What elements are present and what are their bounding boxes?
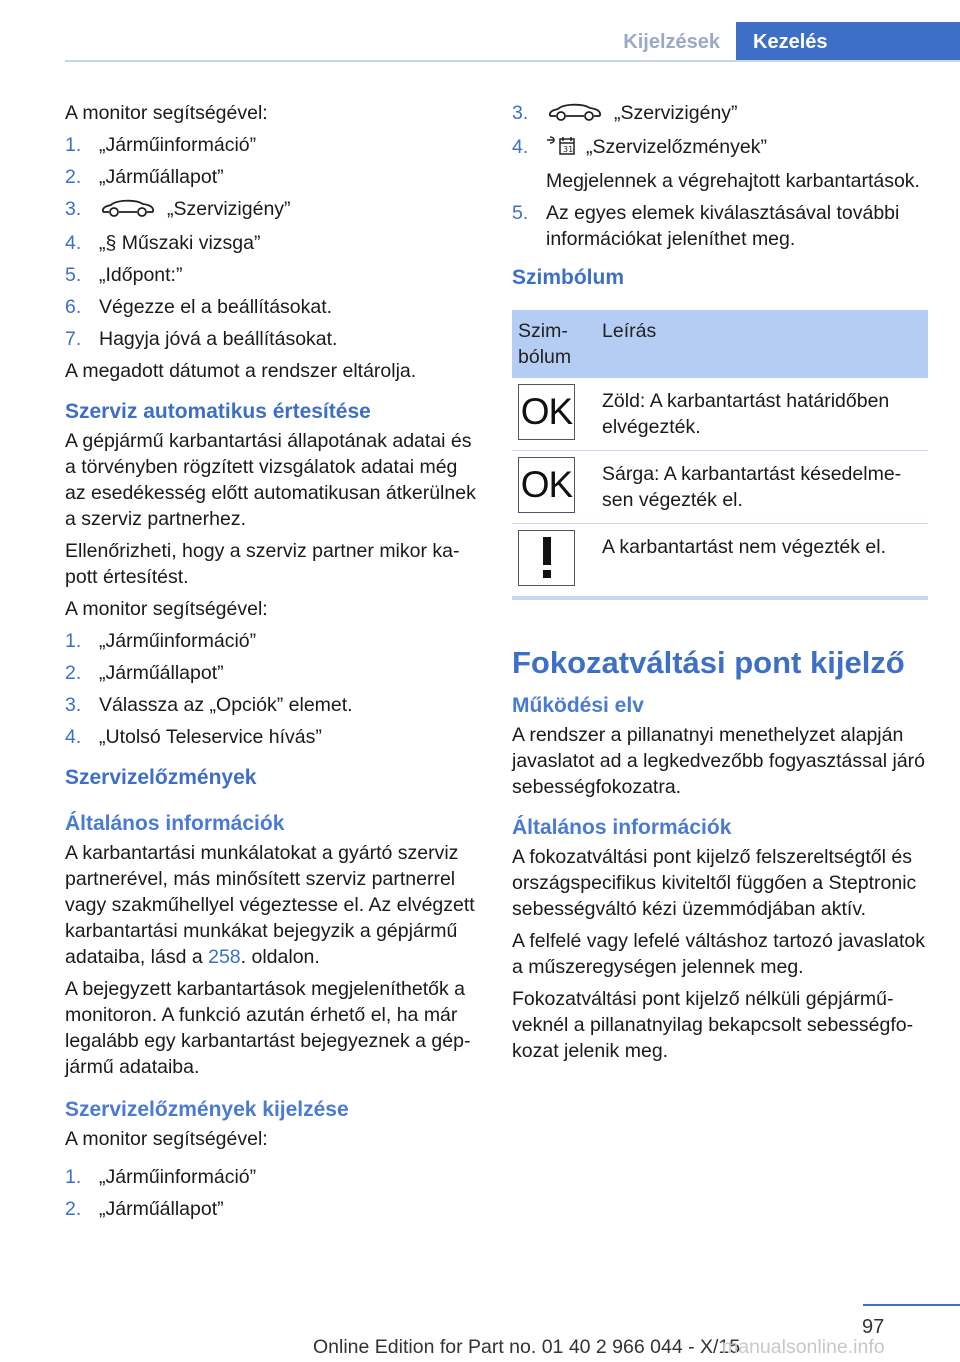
history-display-monitor: A monitor segítségével: xyxy=(65,1128,268,1150)
step-number: 5. xyxy=(65,264,82,286)
page-number: 97 xyxy=(862,1316,885,1338)
page-link[interactable]: 258 xyxy=(208,946,241,968)
list-item xyxy=(65,230,483,256)
step-number: 7. xyxy=(65,328,82,350)
ok-symbol-icon: OK xyxy=(518,384,575,440)
history-display-heading: Szervizelőzmények kijelzése xyxy=(65,1098,349,1121)
right-general-info-text-2: A felfelé vagy lefelé váltáshoz tartozó javaslatok a műszeregységen jelennek meg. xyxy=(512,930,925,978)
list-item xyxy=(512,134,928,194)
symbol-table xyxy=(512,310,928,596)
tab-kijelzesek[interactable]: Kijelzések xyxy=(623,31,720,53)
car-icon xyxy=(99,197,157,224)
step-text: „Szervizigény” xyxy=(614,102,738,124)
symbol-cell xyxy=(512,451,596,524)
list-item xyxy=(65,724,483,750)
symbol-cell xyxy=(512,378,596,451)
description-cell: Zöld: A karbantartást határidőben elvégezték. xyxy=(596,378,928,451)
step-text: Végezze el a beállításokat. xyxy=(99,296,333,318)
step-number: 2. xyxy=(65,166,82,188)
auto-notify-text: A gépjármű karbantartási állapotának adatai és a törvényben rögzített vizsgálatok adatai még az esedékesség előtt automatikusan átkerülnek a szerviz partnerhez. xyxy=(65,430,476,530)
history-heading: Szervizelőzmények xyxy=(65,766,257,789)
step-number: 4. xyxy=(65,232,82,254)
table-header-row xyxy=(512,310,928,378)
list-item xyxy=(65,628,483,654)
general-info-display: A bejegyzett karbantartások megjeleníthetők a monitoron. A funkció azután érhető el, ha már legalább egy karbantartást bejegyeznek a gépjármű adataiba. xyxy=(65,978,471,1078)
step-text: Hagyja jóvá a beállításokat. xyxy=(99,328,338,350)
principle-text: A rendszer a pillanatnyi menethelyzet alapján javaslatot ad a legkedvezőbb fogyasztással járó sebességfokozatra. xyxy=(512,724,926,798)
step-text: „Járműinformáció” xyxy=(99,1166,257,1188)
table-header-description: Leírás xyxy=(596,310,928,378)
tab-kezeles[interactable]: Kezelés xyxy=(736,22,960,62)
page-header xyxy=(65,22,960,62)
step-subtext: Megjelennek a végrehajtott karbantartások. xyxy=(546,170,920,192)
left-column xyxy=(65,100,483,1228)
step-text: „Szervizigény” xyxy=(167,198,291,220)
list-item xyxy=(65,294,483,320)
step-number: 2. xyxy=(65,662,82,684)
step-text: „Szervizelőzmények” xyxy=(586,136,767,158)
step-text: „Járműinformáció” xyxy=(99,630,257,652)
auto-notify-monitor: A monitor segítségével: xyxy=(65,598,268,620)
step-number: 4. xyxy=(65,726,82,748)
list-item xyxy=(65,262,483,288)
step-number: 1. xyxy=(65,134,82,156)
step-text: „§ Műszaki vizsga” xyxy=(99,232,261,254)
step-number: 6. xyxy=(65,296,82,318)
step-number: 1. xyxy=(65,630,82,652)
general-info-heading: Általános információk xyxy=(65,812,285,835)
shift-indicator-heading: Fokozatváltási pont kijelző xyxy=(512,645,905,680)
step-text: „Járműállapot” xyxy=(99,662,224,684)
step-text: „Járműállapot” xyxy=(99,166,224,188)
car-icon xyxy=(546,101,604,128)
edition-text: Online Edition for Part no. 01 40 2 966 044 - X/15 xyxy=(313,1336,741,1358)
auto-notify-check: Ellenőrizheti, hogy a szerviz partner mikor kapott értesítést. xyxy=(65,540,460,588)
step-number: 5. xyxy=(512,202,529,224)
table-row xyxy=(512,524,928,597)
right-general-info-heading: Általános információk xyxy=(512,816,732,839)
table-row xyxy=(512,378,928,451)
list-item xyxy=(65,326,483,352)
principle-heading: Működési elv xyxy=(512,694,644,717)
saved-note: A megadott dátumot a rendszer eltárolja. xyxy=(65,360,417,382)
list-item xyxy=(65,692,483,718)
auto-notify-heading: Szerviz automatikus értesítése xyxy=(65,400,371,423)
intro-text: A monitor segítségével: xyxy=(65,102,268,124)
step-text: „Járműinformáció” xyxy=(99,134,257,156)
steps-list-3 xyxy=(65,1164,483,1222)
general-info-text-start: A karbantartási munkálatokat a gyártó szerviz partnerével, más minősített szerviz partnerrel vagy szakműhellyel végeztesse el. Az elvégzett karbantartási munkákat bejegyzik a gépjármű adataiba, lásd a xyxy=(65,842,475,968)
step-text: „Utolsó Teleservice hívás” xyxy=(99,726,322,748)
list-item xyxy=(65,132,483,158)
header-divider xyxy=(65,60,960,62)
list-item xyxy=(512,200,928,252)
table-bottom-rule xyxy=(512,596,928,600)
steps-list-2 xyxy=(65,628,483,750)
general-info-text xyxy=(65,840,483,970)
step-number: 3. xyxy=(65,694,82,716)
list-item xyxy=(65,660,483,686)
step-text: Az egyes elemek kiválasztásával további információkat jeleníthet meg. xyxy=(546,202,900,250)
steps-list-1 xyxy=(65,132,483,352)
watermark: manualsonline.info xyxy=(722,1336,885,1358)
list-item xyxy=(65,196,483,224)
footer-divider xyxy=(863,1304,960,1306)
step-number: 2. xyxy=(65,1198,82,1220)
right-general-info-text-3: Fokozatváltási pont kijelző nélküli gépjárműveknél a pillanatnyilag bekapcsolt sebességfokozat jelenik meg. xyxy=(512,988,914,1062)
symbol-cell xyxy=(512,524,596,597)
general-info-text-end: . oldalon. xyxy=(240,946,320,968)
description-cell: A karbantartást nem végezték el. xyxy=(602,536,886,558)
step-number: 1. xyxy=(65,1166,82,1188)
right-general-info-text-1: A fokozatváltási pont kijelző felszereltségtől és országspecifikus kiviteltől függően a Steptronic sebességváltó kézi üzemmódjában aktív. xyxy=(512,846,917,920)
steps-list-4 xyxy=(512,100,928,252)
exclamation-icon xyxy=(518,530,575,586)
service-history-icon xyxy=(546,135,576,162)
step-number: 3. xyxy=(512,102,529,124)
list-item xyxy=(65,164,483,190)
step-text: „Járműállapot” xyxy=(99,1198,224,1220)
symbol-heading: Szimbólum xyxy=(512,266,625,289)
step-text: Válassza az „Opciók” elemet. xyxy=(99,694,353,716)
list-item xyxy=(65,1196,483,1222)
list-item xyxy=(65,1164,483,1190)
step-text: „Időpont:” xyxy=(99,264,183,286)
right-column xyxy=(512,100,928,1070)
ok-symbol-icon: OK xyxy=(518,457,575,513)
step-number: 3. xyxy=(65,198,82,220)
table-row xyxy=(512,451,928,524)
step-number: 4. xyxy=(512,136,529,158)
svg-text:31: 31 xyxy=(563,145,574,154)
description-cell: Sárga: A karbantartást késedelmesen végezték el. xyxy=(596,451,928,524)
table-header-symbol: Szimbólum xyxy=(512,310,596,378)
list-item xyxy=(512,100,928,128)
